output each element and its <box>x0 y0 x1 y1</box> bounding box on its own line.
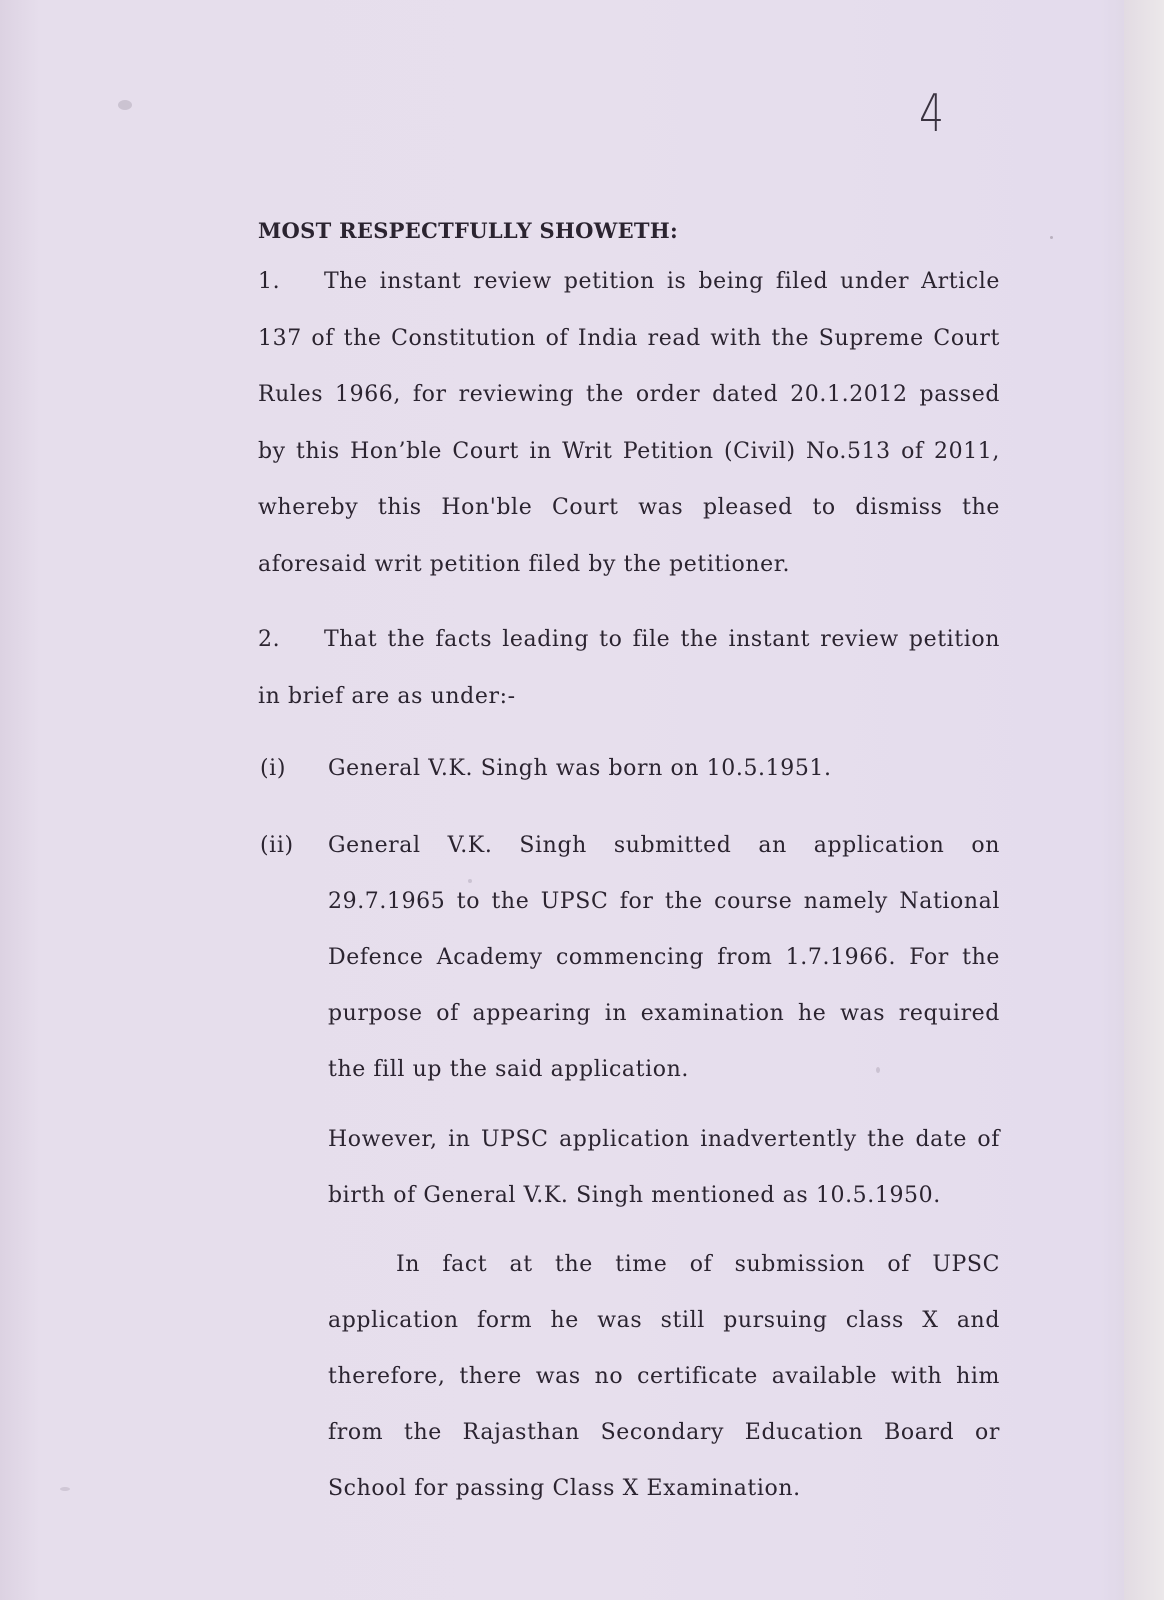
scan-speck <box>118 100 132 110</box>
sub-item-ii <box>260 818 1000 1098</box>
sub-item-label: (ii) <box>260 833 294 858</box>
page-number: 4 <box>919 84 944 144</box>
paragraph-text: In fact at the time of submission of UPSC application form he was still pursuing class X and therefore, there was no certificate available with him from the Rajasthan Secondary Education Board or School for passing Class X Examination. <box>328 1252 1000 1501</box>
continuation-paragraph: However, in UPSC application inadvertently the date of birth of General V.K. Singh mentioned as 10.5.1950. <box>328 1127 1000 1208</box>
section-heading: MOST RESPECTFULLY SHOWETH: <box>258 218 679 243</box>
paragraph-number: 2. <box>258 627 281 652</box>
paragraph-text: The instant review petition is being filed under Article 137 of the Constitution of India read with the Supreme Court Rules 1966, for reviewing the order dated 20.1.2012 passed by this Hon’ble Court in Writ Petition (Civil) No.513 of 2011, whereby this Hon'ble Court was pleased to dismiss the aforesaid writ petition filed by the petitioner. <box>258 269 1000 577</box>
sub-item-text: General V.K. Singh was born on 10.5.1951. <box>328 756 832 781</box>
paragraph-number: 1. <box>258 269 281 294</box>
scan-speck <box>1050 236 1053 239</box>
continuation-paragraph-indented <box>328 1237 1000 1517</box>
paragraph-text: That the facts leading to file the instant review petition in brief are as under:- <box>258 627 1000 709</box>
sub-item-label: (i) <box>260 756 287 781</box>
scan-speck <box>60 1487 70 1491</box>
scan-edge <box>1124 0 1164 1600</box>
sub-item-i <box>260 741 1000 797</box>
paragraph-1 <box>258 254 1000 593</box>
paragraph-2 <box>258 612 1000 725</box>
sub-item-text: General V.K. Singh submitted an application on 29.7.1965 to the UPSC for the course namely National Defence Academy commencing from 1.7.1966. For the purpose of appearing in examination he was required the fill up the said application. <box>328 833 1000 1082</box>
